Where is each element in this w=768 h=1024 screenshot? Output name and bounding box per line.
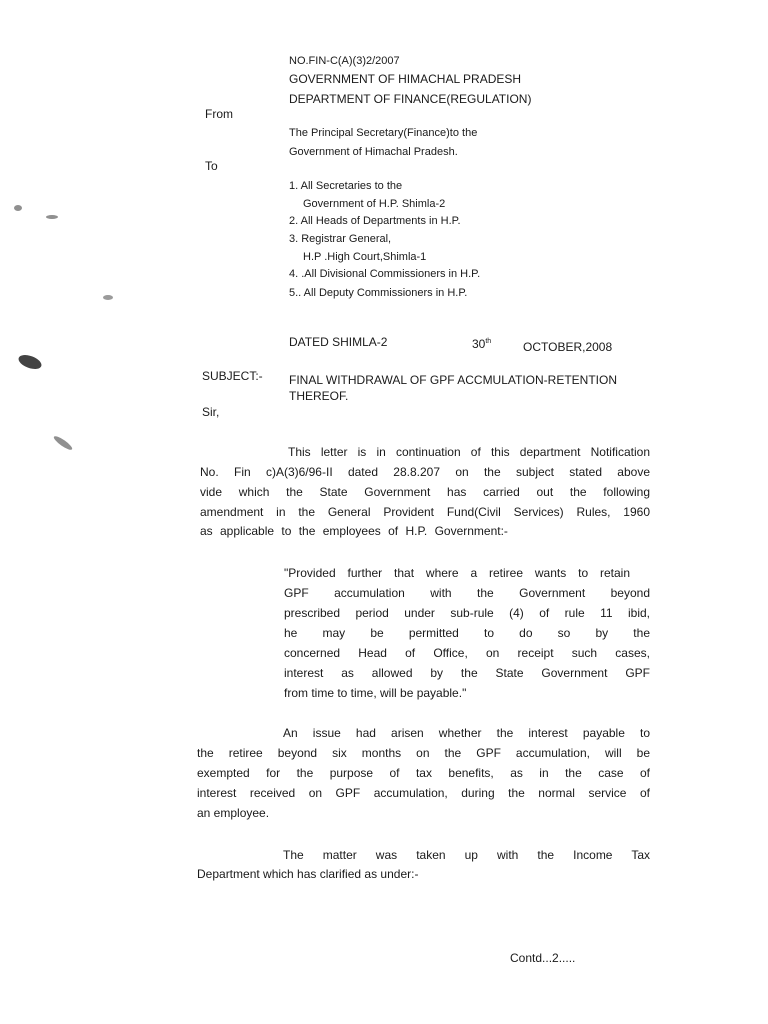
- quote-line: "Provided further that where a retiree wants to retain: [284, 566, 630, 580]
- subject-line: THEREOF.: [289, 389, 349, 403]
- continued-marker: Contd...2.....: [510, 951, 576, 965]
- recipient-line: 1. All Secretaries to the: [289, 180, 403, 192]
- recipient-line: 2. All Heads of Departments in H.P.: [289, 215, 461, 227]
- paragraph-line: amendment in the General Provident Fund(Civil Services) Rules, 1960: [200, 505, 650, 519]
- salutation: Sir,: [202, 405, 220, 419]
- quote-line: concerned Head of Office, on receipt such cases,: [284, 646, 650, 660]
- dated-day-number: 30: [472, 337, 486, 351]
- paragraph-line: The matter was taken up with the Income Tax: [283, 848, 650, 862]
- government-name: GOVERNMENT OF HIMACHAL PRADESH: [289, 72, 522, 86]
- dated-day-suffix: th: [485, 338, 492, 345]
- quote-line: GPF accumulation with the Government beyond: [284, 586, 650, 600]
- subject-label: SUBJECT:-: [202, 369, 263, 383]
- paragraph-line: An issue had arisen whether the interest payable to: [283, 726, 650, 740]
- paragraph-line: Department which has clarified as under:-: [197, 867, 419, 881]
- recipient-line: 5.. All Deputy Commissioners in H.P.: [289, 287, 468, 299]
- paragraph-line: as applicable to the employees of H.P. Government:-: [200, 524, 508, 538]
- scan-speck: [52, 434, 73, 452]
- scan-speck: [46, 215, 58, 219]
- scan-smudge: [17, 352, 44, 371]
- dated-month-year: OCTOBER,2008: [523, 340, 613, 354]
- scan-speck: [103, 295, 113, 300]
- dated-day: [472, 335, 491, 351]
- paragraph-line: interest received on GPF accumulation, during the normal service of: [197, 786, 650, 800]
- quote-line: from time to time, will be payable.": [284, 686, 467, 700]
- paragraph-line: vide which the State Government has carried out the following: [200, 485, 650, 499]
- recipient-line: 4. .All Divisional Commissioners in H.P.: [289, 268, 481, 280]
- scan-speck: [14, 205, 22, 211]
- department-name: DEPARTMENT OF FINANCE(REGULATION): [289, 92, 532, 106]
- recipient-line: 3. Registrar General,: [289, 233, 392, 245]
- recipient-line: Government of H.P. Shimla-2: [303, 198, 446, 210]
- recipient-line: H.P .High Court,Shimla-1: [303, 251, 427, 263]
- from-label: From: [205, 107, 233, 121]
- paragraph-line: exempted for the purpose of tax benefits, as in the case of: [197, 766, 650, 780]
- paragraph-line: This letter is in continuation of this department Notification: [288, 445, 650, 459]
- quote-line: interest as allowed by the State Government GPF: [284, 666, 650, 680]
- dated-label: DATED SHIMLA-2: [289, 335, 388, 349]
- from-line: Government of Himachal Pradesh.: [289, 146, 458, 158]
- quote-line: prescribed period under sub-rule (4) of rule 11 ibid,: [284, 606, 650, 620]
- reference-number: NO.FIN-C(A)(3)2/2007: [289, 55, 400, 67]
- paragraph-line: No. Fin c)A(3)6/96-II dated 28.8.207 on the subject stated above: [200, 465, 650, 479]
- to-label: To: [205, 159, 218, 173]
- paragraph-line: the retiree beyond six months on the GPF accumulation, will be: [197, 746, 650, 760]
- paragraph-line: an employee.: [197, 806, 270, 820]
- quote-line: he may be permitted to do so by the: [284, 626, 650, 640]
- subject-line: FINAL WITHDRAWAL OF GPF ACCMULATION-RETENTION: [289, 373, 618, 387]
- from-line: The Principal Secretary(Finance)to the: [289, 127, 478, 139]
